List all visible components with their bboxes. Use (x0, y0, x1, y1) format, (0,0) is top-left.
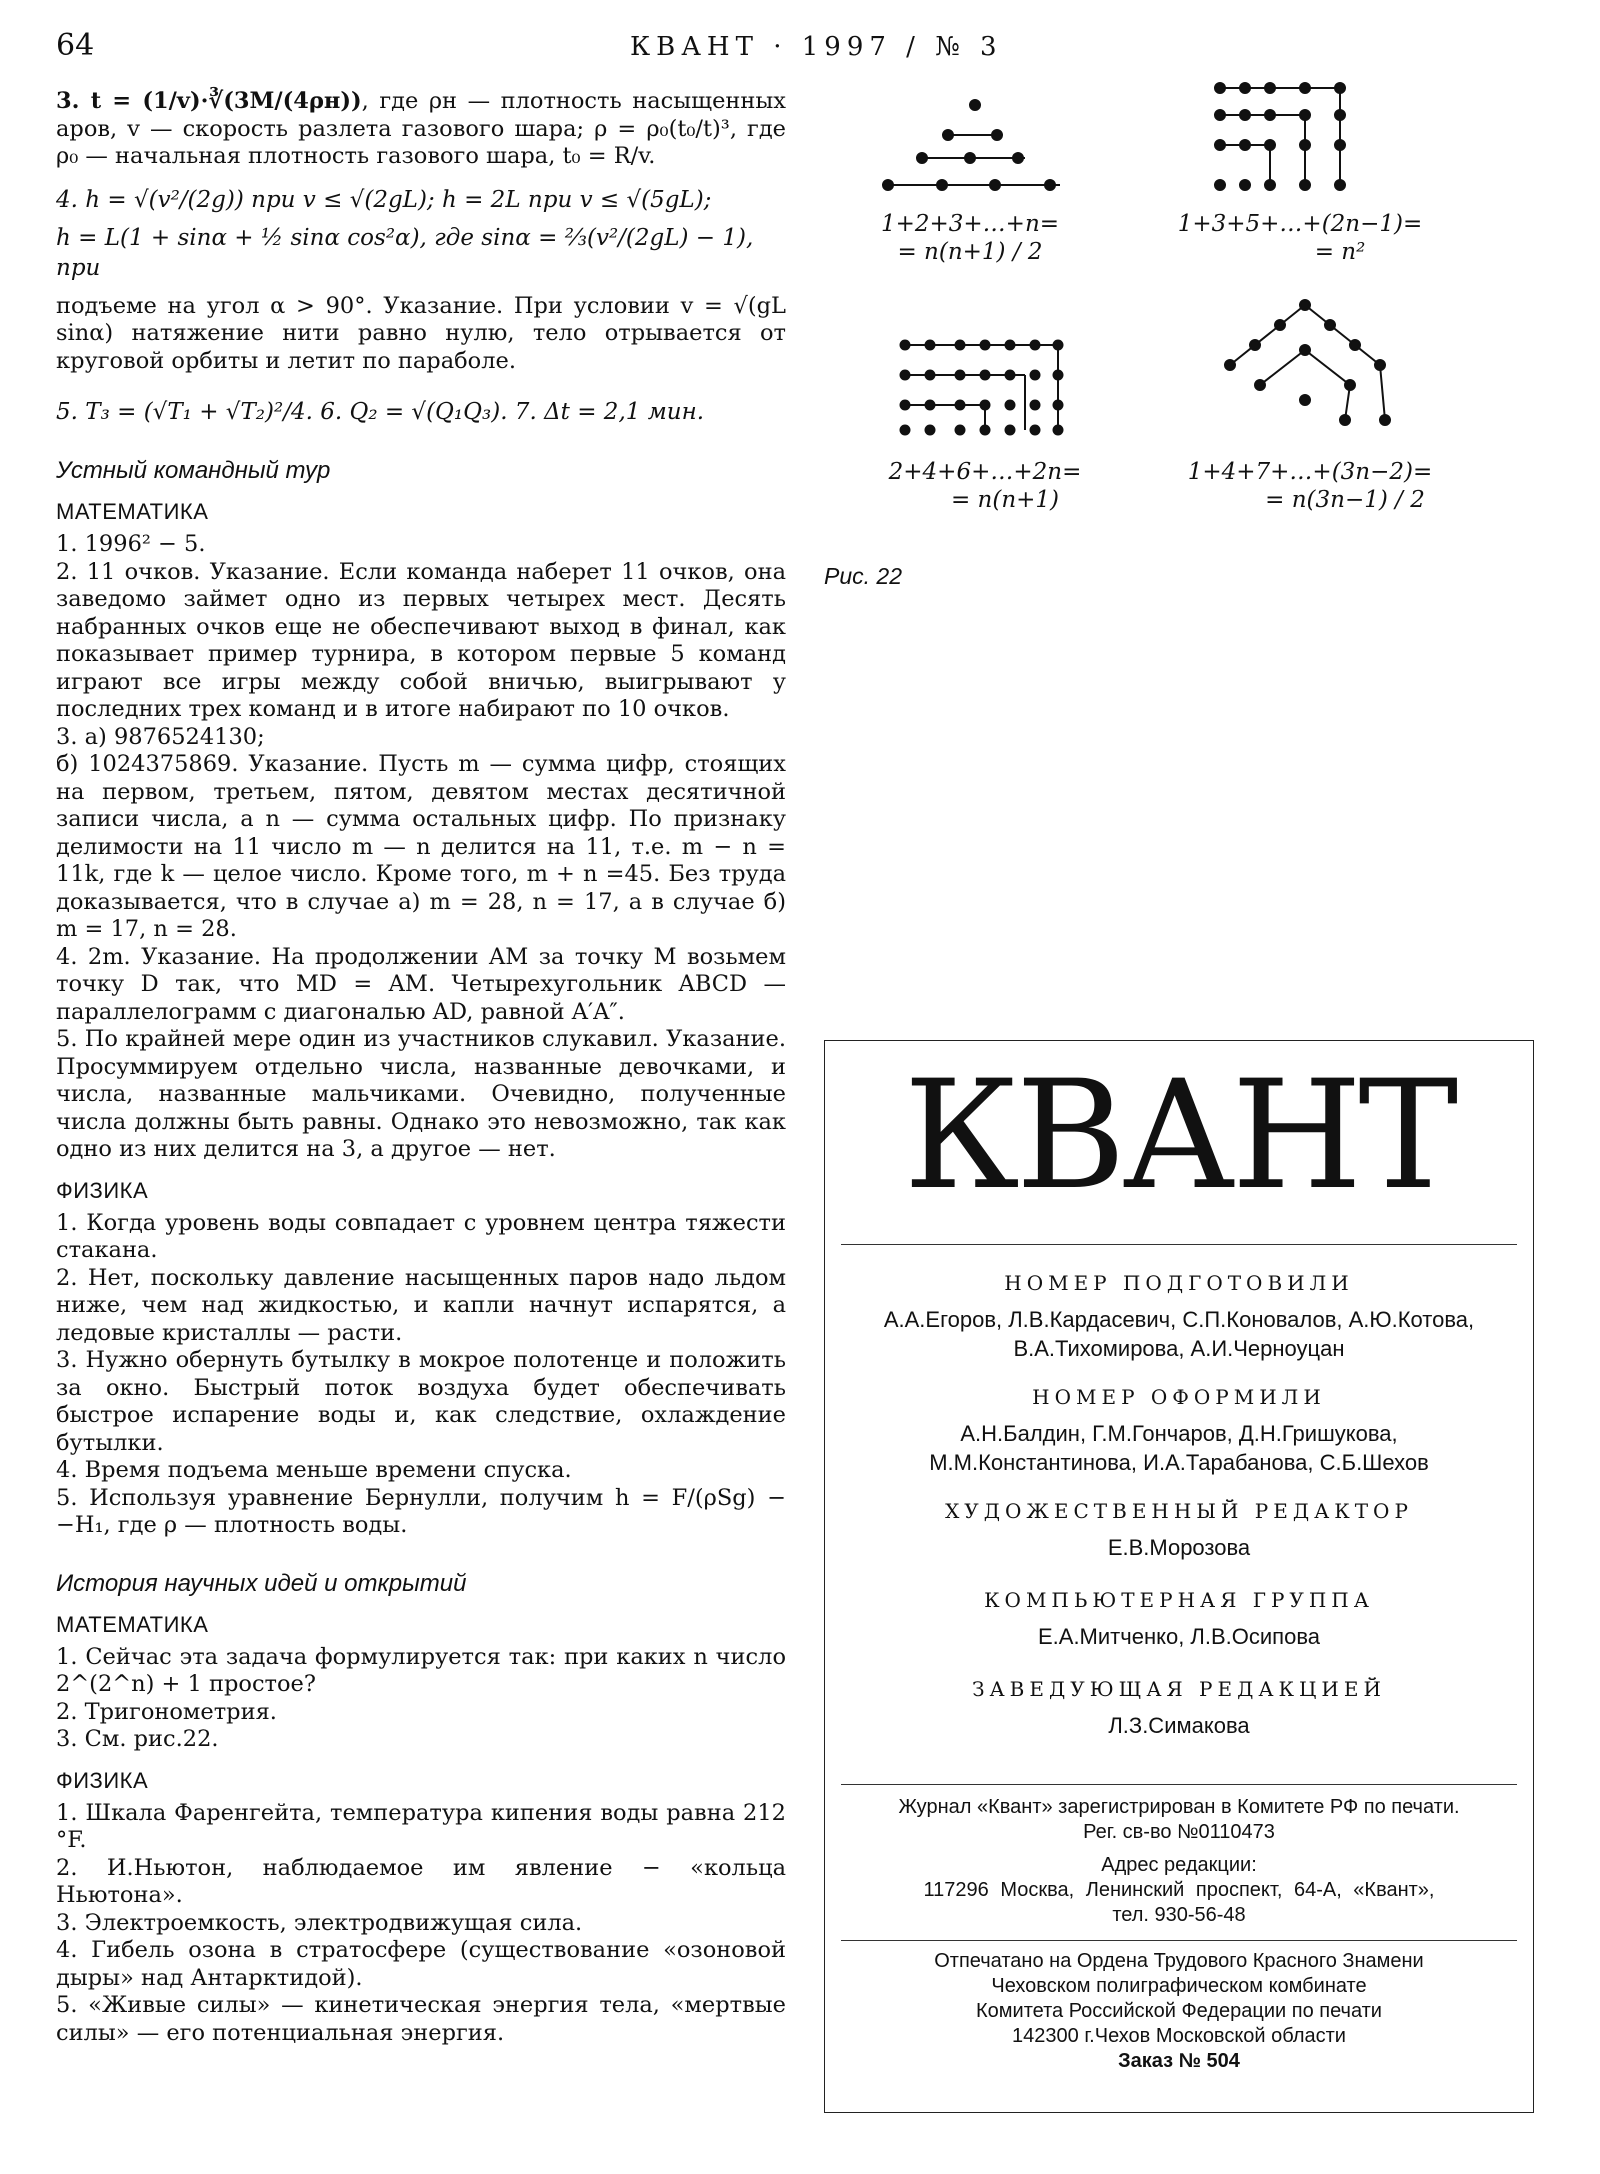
imprint-box (824, 1040, 1534, 2113)
order-number: Заказ № 504 (1118, 2050, 1240, 2072)
divider (841, 1244, 1517, 1245)
chief-head: ЗАВЕДУЮЩАЯ РЕДАКЦИЕЙ (972, 1677, 1386, 1701)
answer-3-formula: 3. t = (1/v)·∛(3M/(4ρн)) (56, 88, 362, 114)
answer-3 (56, 88, 786, 171)
list-item: 3. Нужно обернуть бутылку в мокрое полотенце и положить за окно. Быстрый поток воздуха будет обеспечивать быстрое испарение воды и, как следствие, охлаждение бутылки. (56, 1347, 786, 1456)
triangle-dots-diagram (870, 70, 1070, 200)
history-physics-list (56, 1800, 786, 2048)
list-item: б) 1024375869. Указание. Пусть m — сумма цифр, стоящих на первом, третьем, пятом, девятом местах десятичной записи числа, а n — сумма остальных цифр. По признаку делимости на 11 число m — n делится на 11, т.е. m − n = 11k, где k — целое число. Кроме того, m + n =45. Без труда доказывается, что в случае а) m = 28, n = 17, а в случае б) m = 17, n = 28. (56, 751, 786, 942)
address-label: Адрес редакции: (1101, 1854, 1257, 1876)
list-item: 2. Нет, поскольку давление насыщенных паров надо льдом ниже, чем над жидкостью, и капли начнут испарятся, а ледовые кристаллы — расти. (56, 1264, 786, 1346)
answer-4-text: подъеме на угол α > 90°. Указание. При условии v = √(gL sinα) натяжение нити равно нулю, тело отрывается от круговой орбиты и летит по параболе. (56, 292, 786, 374)
divider (841, 1784, 1517, 1785)
list-item: 4. 2m. Указание. На продолжении AM за точку M возьмем точку D так, что MD = AM. Четырехугольник ABCD — параллелограмм с диагональю AD, равной A′A″. (56, 943, 786, 1025)
diagram-4-line-2: = n(3n−1) / 2 (1265, 487, 1425, 513)
list-item: 3. См. рис.22. (56, 1726, 219, 1752)
answer-3-text: , где ρн — плотность насыщенных аров, v — скорость разлета газового шара; ρ = ρ₀(t₀/t)³, где ρ₀ — начальная плотность газового шара, t₀ = R/v. (56, 88, 786, 169)
diagram-3-line-1: 2+4+6+…+2n= (888, 459, 1082, 485)
history-math-list (56, 1644, 786, 1754)
list-item: 4. Время подъема меньше времени спуска. (56, 1457, 572, 1483)
answer-4-line-2: h = L(1 + sinα + ½ sinα cos²α), где sinα = ⅔(v²/(2gL) − 1), при (56, 224, 754, 281)
left-column (56, 88, 786, 2047)
oral-round-title: Устный командный тур (56, 457, 331, 484)
history-title: История научных идей и открытий (56, 1569, 467, 1597)
printed-line-1: Отпечатано на Ордена Трудового Красного Знамени (934, 1950, 1424, 1972)
designed-names: А.Н.Балдин, Г.М.Гончаров, Д.Н.Гришукова, М.М.Константинова, И.А.Тарабанова, С.Б.Шехов (929, 1421, 1429, 1475)
diagram-3-line-2: = n(n+1) (950, 487, 1060, 513)
printed-line-4: 142300 г.Чехов Московской области (1012, 2025, 1346, 2047)
art-editor-name: Е.В.Морозова (1107, 1535, 1251, 1560)
pentagonal-dots-diagram (1210, 290, 1410, 440)
art-editor-head: ХУДОЖЕСТВЕННЫЙ РЕДАКТОР (945, 1499, 1413, 1523)
kvant-logo: КВАНТ (903, 1049, 1455, 1223)
journal-header: КВАНТ · 1997 / № 3 (630, 32, 1003, 62)
list-item: 3. а) 9876524130; (56, 723, 265, 750)
diagram-1-line-2: = n(n+1) / 2 (897, 239, 1043, 265)
diagram-1-caption (870, 210, 1070, 266)
diagram-1-line-1: 1+2+3+…+n= (880, 211, 1060, 237)
diagram-2-line-1: 1+3+5+…+(2n−1)= (1177, 211, 1423, 237)
divider (841, 1940, 1517, 1941)
oral-math-list (56, 531, 786, 1164)
list-item: 1. Шкала Фаренгейта, температура кипения воды равна 212 °F. (56, 1799, 786, 1853)
computer-group-names: Е.А.Митченко, Л.В.Осипова (1037, 1624, 1320, 1649)
figure-caption: Рис. 22 (824, 563, 902, 589)
answers-5-6-7: 5. T₃ = (√T₁ + √T₂)²/4. 6. Q₂ = √(Q₁Q₃). 7. Δt = 2,1 мин. (56, 399, 705, 425)
oral-math-head: МАТЕМАТИКА (56, 499, 209, 524)
registration-text: Журнал «Квант» зарегистрирован в Комитете РФ по печати. (898, 1796, 1460, 1818)
prepared-head: НОМЕР ПОДГОТОВИЛИ (1004, 1271, 1354, 1295)
page-number: 64 (56, 28, 95, 63)
list-item: 5. По крайней мере один из участников слукавил. Указание. Просуммируем отдельно числа, названные девочками, и числа, названные мальчиками. Очевидно, полученные числа должны быть равны. Однако это невозможно, так как одно из них делится на 3, а другое — нет. (56, 1026, 786, 1162)
answer-4-line-1: 4. h = √(v²/(2g)) при v ≤ √(2gL); h = 2L при v ≤ √(5gL); (56, 186, 712, 213)
history-math-head: МАТЕМАТИКА (56, 1611, 209, 1637)
computer-group-head: КОМПЬЮТЕРНАЯ ГРУППА (984, 1588, 1374, 1612)
diagram-2-line-2: = n² (1314, 239, 1366, 265)
list-item: 2. И.Ньютон, наблюдаемое им явление − «кольца Ньютона». (56, 1854, 786, 1908)
list-item: 2. Тригонометрия. (56, 1698, 277, 1725)
printed-line-2: Чеховском полиграфическом комбинате (991, 1975, 1367, 1997)
address-text: 117296 Москва, Ленинский проспект, 64-А, «Квант», (923, 1879, 1435, 1901)
diagram-2-caption (1170, 210, 1430, 266)
list-item: 1. Когда уровень воды совпадает с уровнем центра тяжести стакана. (56, 1209, 786, 1263)
diagram-3-caption (870, 458, 1100, 514)
oral-physics-list (56, 1210, 786, 1540)
diagram-4-line-1: 1+4+7+…+(3n−2)= (1187, 459, 1433, 485)
list-item: 1. Сейчас эта задача формулируется так: при каких n число 2^(2^n) + 1 простое? (56, 1643, 786, 1697)
list-item: 1. 1996² − 5. (56, 531, 206, 557)
list-item: 3. Электроемкость, электродвижущая сила. (56, 1909, 583, 1936)
oral-physics-head: ФИЗИКА (56, 1177, 149, 1203)
list-item: 2. 11 очков. Указание. Если команда наберет 11 очков, она заведомо займет одно из первых четырех мест. Десять набранных очков еще не обеспечивают выход в финал, как показывает пример турнира, в котором первые 5 команд играют все игры между собой вничью, выигрывают у последних трех команд и в итоге набирают по 10 очков. (56, 558, 786, 722)
chief-name: Л.З.Симакова (1108, 1713, 1250, 1738)
even-rectangles-diagram (890, 330, 1080, 440)
registration-number: Рег. св-во №0110473 (1083, 1821, 1275, 1843)
printed-line-3: Комитета Российской Федерации по печати (976, 2000, 1382, 2022)
history-physics-head: ФИЗИКА (56, 1767, 149, 1793)
list-item: 5. Используя уравнение Бернулли, получим h = F/(ρSg) − −H₁, где ρ — плотность воды. (56, 1484, 786, 1538)
prepared-names: А.А.Егоров, Л.В.Кардасевич, С.П.Коновалов, А.Ю.Котова, В.А.Тихомирова, А.И.Черноуцан (883, 1307, 1475, 1361)
designed-head: НОМЕР ОФОРМИЛИ (1032, 1385, 1326, 1409)
list-item: 5. «Живые силы» — кинетическая энергия тела, «мертвые силы» — его потенциальная энергия. (56, 1992, 786, 2046)
diagram-4-caption (1180, 458, 1440, 514)
list-item: 4. Гибель озона в стратосфере (существование «озоновой дыры» над Антарктидой). (56, 1937, 786, 1991)
odd-squares-diagram (1200, 70, 1360, 200)
phone-text: тел. 930-56-48 (1112, 1904, 1246, 1926)
